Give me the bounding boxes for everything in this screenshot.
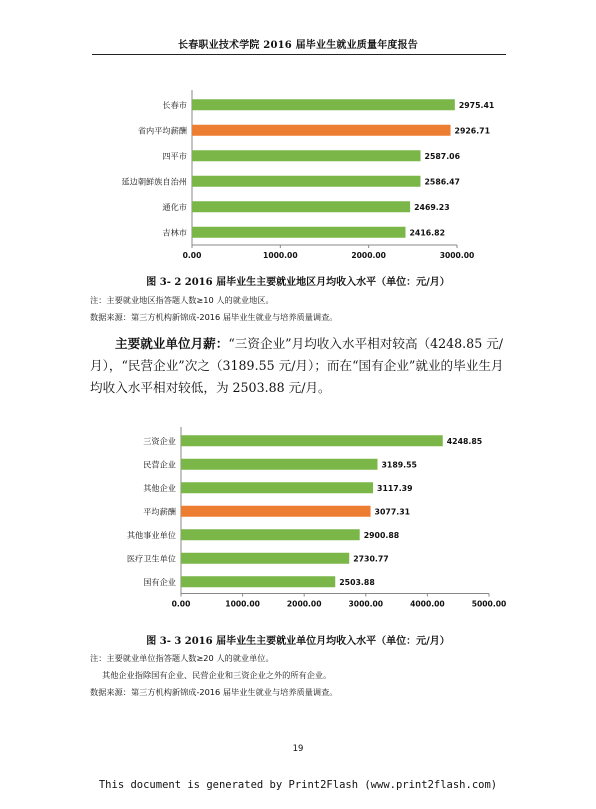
- x-tick-label: 3000.00: [439, 251, 475, 260]
- value-label: 3189.55: [381, 460, 417, 470]
- body-paragraph: [90, 333, 510, 399]
- x-tick-label: 1000.00: [263, 251, 298, 260]
- category-label: 国有企业: [143, 576, 176, 587]
- x-tick-label: 5000.00: [471, 599, 507, 609]
- bar: [181, 459, 377, 470]
- bar: [181, 576, 335, 587]
- paragraph-body: “三资企业”月均收入水平相对较高（4248.85 元/月），“民营企业”次之（3189.55 元/月）；而在“国有企业”就业的毕业生月均收入水平相对较低，为 2503.88 元/月。: [90, 336, 504, 395]
- header-rule: [92, 54, 506, 55]
- chart-employer-income-svg: [100, 424, 520, 619]
- bar: [192, 150, 421, 161]
- category-label: 吉林市: [162, 227, 187, 238]
- x-tick-label: 3000.00: [348, 599, 384, 609]
- category-label: 通化市: [162, 201, 187, 212]
- bar: [181, 553, 349, 564]
- value-label: 2730.77: [353, 554, 389, 564]
- bar: [181, 506, 371, 517]
- figure2-note2: 其他企业指除国有企业、民营企业和三资企业之外的所有企业。: [102, 670, 332, 680]
- chart-region-income-svg: [100, 85, 520, 265]
- category-label: 省内平均薪酬: [137, 125, 187, 136]
- category-label: 其他事业单位: [126, 529, 176, 540]
- bar: [192, 201, 410, 212]
- x-tick-label: 2000.00: [286, 599, 322, 609]
- category-label: 三资企业: [143, 435, 176, 446]
- page-header: 长春职业技术学院 2016 届毕业生就业质量年度报告: [178, 40, 418, 51]
- category-label: 延边朝鲜族自治州: [121, 176, 187, 187]
- value-label: 3077.31: [374, 507, 411, 517]
- value-label: 2900.88: [363, 530, 400, 540]
- bar: [181, 482, 373, 493]
- x-tick-label: 4000.00: [410, 599, 445, 609]
- category-label: 民营企业: [143, 459, 176, 470]
- x-tick-label: 1000.00: [225, 599, 260, 609]
- value-label: 2469.23: [414, 202, 450, 212]
- bar: [192, 176, 420, 187]
- value-label: 2416.82: [409, 228, 446, 238]
- figure1-source: 数据来源：第三方机构新锦成-2016 届毕业生就业与培养质量调查。: [90, 312, 338, 322]
- figure1-note: 注：主要就业地区指答题人数≥10 人的就业地区。: [90, 295, 274, 305]
- figure2-note: 注：主要就业单位指答题人数≥20 人的就业单位。: [90, 653, 274, 663]
- chart-region-income: [100, 85, 520, 265]
- value-label: 3117.39: [377, 483, 413, 493]
- x-tick-label: 0.00: [171, 599, 191, 609]
- figure2-caption: 图 3- 3 2016 届毕业生主要就业单位月均收入水平（单位：元/月）: [146, 636, 450, 647]
- x-tick-label: 2000.00: [351, 251, 386, 260]
- value-label: 4248.85: [446, 436, 483, 446]
- bar: [192, 125, 451, 136]
- category-label: 其他企业: [143, 482, 176, 493]
- figure2-source: 数据来源：第三方机构新锦成-2016 届毕业生就业与培养质量调查。: [90, 687, 338, 697]
- category-label: 医疗卫生单位: [126, 553, 176, 564]
- category-label: 平均薪酬: [143, 506, 176, 517]
- chart-employer-income: [100, 424, 520, 619]
- paragraph-lead: 主要就业单位月薪：: [115, 336, 229, 351]
- value-label: 2975.41: [458, 100, 495, 110]
- page-number: 19: [292, 744, 304, 754]
- figure1-caption: 图 3- 2 2016 届毕业生主要就业地区月均收入水平（单位：元/月）: [146, 277, 450, 288]
- bar: [192, 227, 405, 238]
- footer-notice: This document is generated by Print2Flash (www.print2flash.com): [98, 779, 498, 791]
- category-label: 长春市: [162, 99, 187, 110]
- bar: [181, 529, 360, 540]
- value-label: 2587.06: [424, 151, 461, 161]
- value-label: 2586.47: [424, 177, 460, 187]
- category-label: 四平市: [162, 150, 187, 161]
- value-label: 2926.71: [454, 126, 491, 136]
- value-label: 2503.88: [339, 577, 375, 587]
- bar: [181, 435, 443, 446]
- bar: [192, 99, 455, 110]
- x-tick-label: 0.00: [182, 251, 202, 260]
